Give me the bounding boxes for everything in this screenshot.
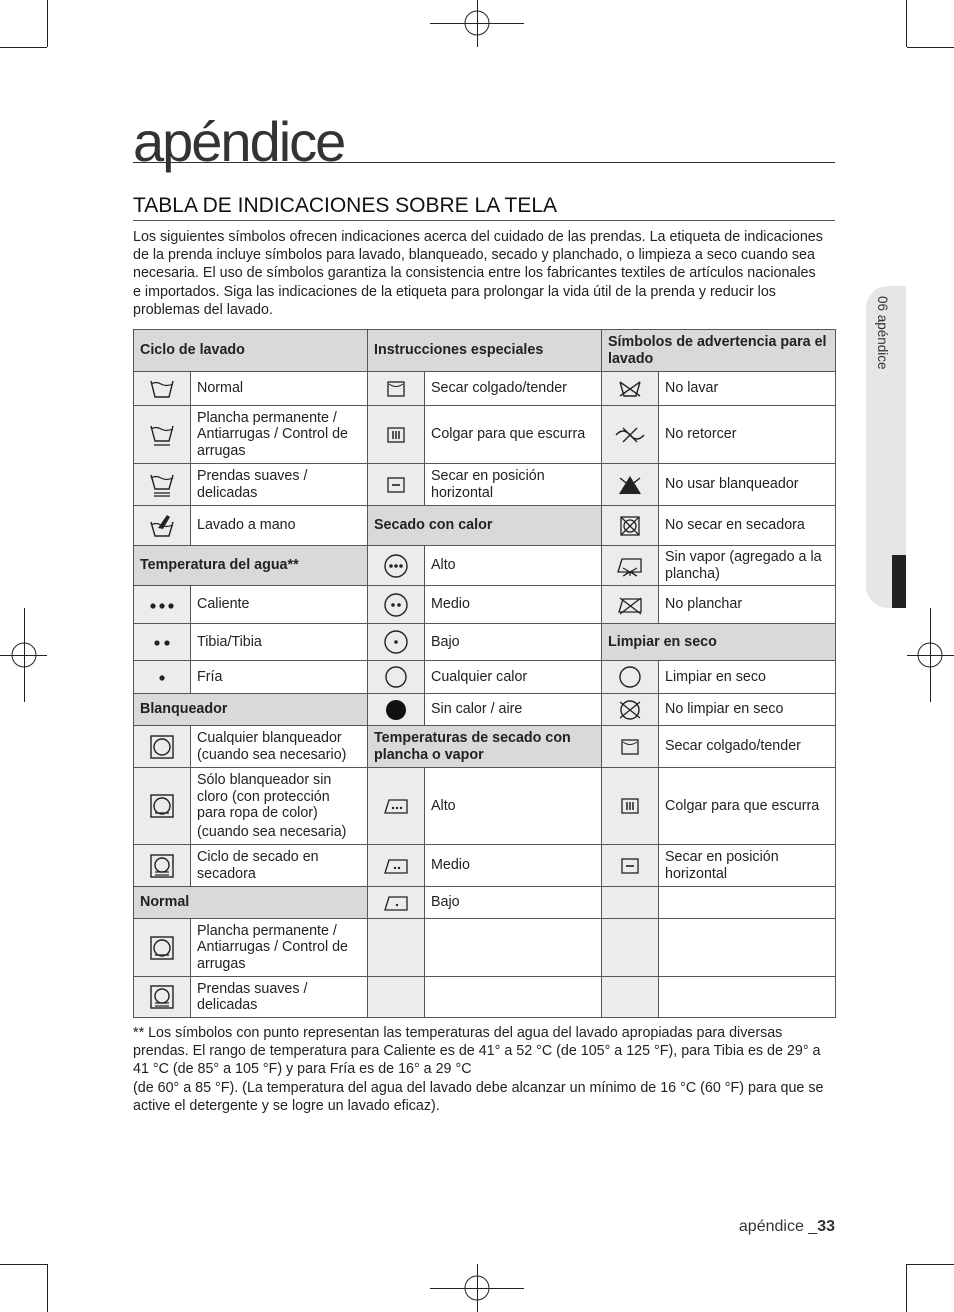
cell-heat-none: Sin calor / aire (425, 694, 602, 726)
tumble-dry-permanent-icon (134, 768, 191, 845)
heat-any-icon (368, 661, 425, 694)
cell-drip-dry: Colgar para que escurra (425, 406, 602, 464)
empty-cell (425, 977, 602, 1018)
fabric-care-table (133, 329, 836, 1018)
cell-no-dry-clean: No limpiar en seco (659, 694, 836, 726)
table-row (134, 726, 836, 768)
cell-heat-medium: Medio (425, 586, 602, 624)
cell-no-tumble-dry: No secar en secadora (659, 506, 836, 546)
subheader-water-temp: Temperatura del agua** (134, 546, 368, 586)
no-steam-icon (602, 546, 659, 586)
cell-dry-clean: Limpiar en seco (659, 661, 836, 694)
table-row (134, 372, 836, 406)
cell-no-bleach: No usar blanqueador (659, 464, 836, 506)
footer-label: apéndice _ (738, 1218, 818, 1235)
cell-no-wash: No lavar (659, 372, 836, 406)
empty-cell (368, 977, 425, 1018)
cell-no-steam: Sin vapor (agregado a la plancha) (659, 546, 836, 586)
empty-cell (602, 977, 659, 1018)
empty-cell (425, 919, 602, 977)
cell-warning-drip-dry: Colgar para que escurra (659, 768, 836, 845)
no-iron-icon (602, 586, 659, 624)
subheader-dry-clean: Limpiar en seco (602, 624, 836, 661)
registration-mark-icon (454, 0, 500, 46)
heat-low-icon (368, 624, 425, 661)
table-header-row (134, 330, 836, 372)
table-row (134, 624, 836, 661)
tumble-dry-normal-delicate-icon (134, 977, 191, 1018)
table-row (134, 506, 836, 546)
drip-dry-icon (602, 768, 659, 845)
table-row (134, 845, 836, 887)
tumble-dry-normal-permanent-icon (134, 919, 191, 977)
table-row (134, 919, 836, 977)
dry-flat-icon (602, 845, 659, 887)
no-bleach-icon (602, 464, 659, 506)
section-title: TABLA DE INDICACIONES SOBRE LA TELA (133, 194, 558, 217)
header-special-instructions: Instrucciones especiales (368, 330, 602, 372)
page-footer (739, 1218, 835, 1236)
intro-paragraph: Los siguientes símbolos ofrecen indicaciones acerca del cuidado de las prendas. La etiqueta de indicaciones de la prenda incluye símbolos para lavado, blanqueado, secado y planchado, o limpieza a seco cuando sea necesaria. El uso de símbolos garantiza la consistencia entre los fabricantes textiles de artículos nacionales e importados. Siga las indicaciones de la etiqueta para prolongar la vida útil de la prenda y reducir los problemas del lavado. (133, 229, 823, 318)
page-number: 33 (817, 1218, 835, 1235)
section-header (133, 194, 835, 221)
no-tumble-dry-icon (602, 506, 659, 546)
chapter-side-tab-marker (892, 555, 906, 608)
iron-medium-icon (368, 845, 425, 887)
iron-high-icon (368, 768, 425, 845)
cell-no-iron: No planchar (659, 586, 836, 624)
cell-heat-low: Bajo (425, 624, 602, 661)
cell-bleach-any: Cualquier blanqueador (cuando sea necesario) (191, 726, 368, 768)
dry-flat-icon (368, 464, 425, 506)
bleach-nonchlorine-line-2: (cuando sea necesaria) (197, 823, 347, 840)
table-row (134, 546, 836, 586)
cell-iron-medium: Medio (425, 845, 602, 887)
table-row (134, 661, 836, 694)
cell-cold: Fría (191, 661, 368, 694)
no-wring-icon (602, 406, 659, 464)
wash-delicate-icon (134, 464, 191, 506)
table-row (134, 406, 836, 464)
chapter-title: apéndice (133, 110, 345, 173)
cell-dry-delicate: Prendas suaves / delicadas (191, 977, 368, 1018)
cell-warning-dry-flat: Secar en posición horizontal (659, 845, 836, 887)
chapter-header (133, 110, 835, 173)
cell-dry-flat: Secar en posición horizontal (425, 464, 602, 506)
cell-heat-any: Cualquier calor (425, 661, 602, 694)
tumble-dry-icon (134, 726, 191, 768)
crop-mark (906, 1264, 907, 1312)
tumble-dry-delicate-icon (134, 845, 191, 887)
line-dry-icon (602, 726, 659, 768)
drip-dry-icon (368, 406, 425, 464)
cell-hand-wash: Lavado a mano (191, 506, 368, 546)
cell-line-dry: Secar colgado/tender (425, 372, 602, 406)
wash-permanent-press-icon (134, 406, 191, 464)
cell-no-wring: No retorcer (659, 406, 836, 464)
subheader-bleach: Blanqueador (134, 694, 368, 726)
empty-cell (602, 919, 659, 977)
crop-mark (47, 0, 48, 47)
header-wash-cycle: Ciclo de lavado (134, 330, 368, 372)
crop-mark (907, 47, 954, 48)
registration-mark-icon (907, 632, 953, 678)
cell-wash-normal: Normal (191, 372, 368, 406)
cell-heat-high: Alto (425, 546, 602, 586)
empty-cell (602, 887, 659, 919)
no-dry-clean-icon (602, 694, 659, 726)
hand-wash-icon (134, 506, 191, 546)
table-row (134, 586, 836, 624)
cell-dry-permanent-press: Plancha permanente / Antiarrugas / Control de arrugas (191, 919, 368, 977)
cell-bleach-nonchlorine (191, 768, 368, 845)
empty-cell (659, 887, 836, 919)
iron-low-icon (368, 887, 425, 919)
cell-tumble-cycle: Ciclo de secado en secadora (191, 845, 368, 887)
table-row (134, 768, 836, 845)
line-dry-icon (368, 372, 425, 406)
heat-medium-icon (368, 586, 425, 624)
three-dots-icon (134, 586, 191, 624)
footnote-part-2: (de 60° a 85 °F). (La temperatura del agua del lavado debe alcanzar un mínimo de 16 °C (60 °F) para que se active el detergente y se logre un lavado eficaz). (133, 1079, 824, 1114)
crop-mark (907, 1264, 954, 1265)
footnote (133, 1024, 829, 1115)
table-row (134, 464, 836, 506)
crop-mark (47, 1264, 48, 1312)
registration-mark-icon (454, 1265, 500, 1311)
table-row (134, 977, 836, 1018)
cell-warning-line-dry: Secar colgado/tender (659, 726, 836, 768)
footnote-part-1: ** Los símbolos con punto representan las temperaturas del agua del lavado apropiadas para diversas prendas. El rango de temperatura para Caliente es de 41° a 52 °C (de 105° a 125 °F), para Tibia es de 29° a 41 °C (de 85° a 105 °F) y para Fría es de 16° a 29 °C (133, 1025, 821, 1078)
no-heat-icon (368, 694, 425, 726)
header-warning-symbols: Símbolos de advertencia para el lavado (602, 330, 836, 372)
subheader-normal: Normal (134, 887, 368, 919)
crop-mark (906, 0, 907, 47)
dry-clean-icon (602, 661, 659, 694)
cell-iron-low: Bajo (425, 887, 602, 919)
side-tab-label: 06 apéndice (875, 296, 890, 370)
empty-cell (368, 919, 425, 977)
subheader-iron-temp: Temperaturas de secado con plancha o vapor (368, 726, 602, 768)
empty-cell (659, 977, 836, 1018)
cell-hot: Caliente (191, 586, 368, 624)
empty-cell (659, 919, 836, 977)
heat-high-icon (368, 546, 425, 586)
subheader-heat-drying: Secado con calor (368, 506, 602, 546)
one-dot-icon (134, 661, 191, 694)
bleach-nonchlorine-line-1: Sólo blanqueador sin cloro (con protección para ropa de color) (197, 772, 332, 821)
table-row (134, 887, 836, 919)
two-dots-icon (134, 624, 191, 661)
registration-mark-icon (1, 632, 47, 678)
cell-wash-delicate: Prendas suaves / delicadas (191, 464, 368, 506)
cell-iron-high: Alto (425, 768, 602, 845)
crop-mark (0, 1264, 47, 1265)
cell-warm: Tibia/Tibia (191, 624, 368, 661)
cell-wash-permanent-press: Plancha permanente / Antiarrugas / Control de arrugas (191, 406, 368, 464)
no-wash-icon (602, 372, 659, 406)
table-row (134, 694, 836, 726)
wash-tub-icon (134, 372, 191, 406)
crop-mark (0, 47, 47, 48)
